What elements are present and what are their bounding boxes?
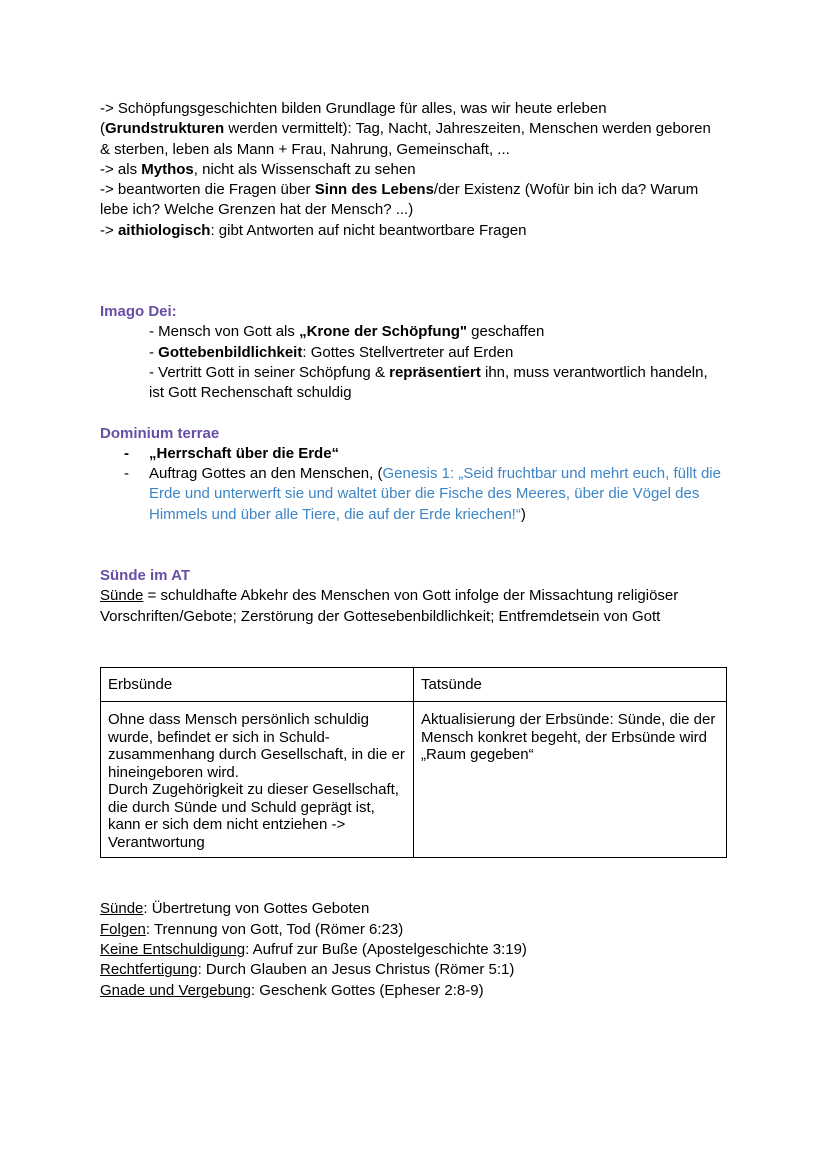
suende-definition [100,607,740,627]
table-header-erbsuende: Erbsünde [101,667,414,702]
imago-bold: repräsentiert [389,363,481,381]
summary-line [100,981,740,1001]
suende-heading: Sünde im AT [100,567,190,585]
dominium-text: ) [520,505,526,523]
intro-line [100,140,740,160]
intro-bold: aithiologisch [117,221,211,239]
suende-text: = schuldhafte Abkehr des Menschen von Gott infolge der Missachtung religiöser [143,587,679,605]
summary-text: : Aufruf zur Buße (Apostelgeschichte 3:19) [245,941,527,959]
dash-bullet: - [124,444,129,462]
intro-line [100,221,740,241]
intro-text: -> beantworten die Fragen über [100,181,315,199]
sin-table-wrapper [100,667,740,859]
dominium-terrae-section [100,424,740,525]
intro-bold: Sinn des Lebens [314,181,434,199]
intro-text: : gibt Antworten auf nicht beantwortbare Fragen [210,221,527,239]
imago-bold: „Krone der Schöpfung" [299,323,468,341]
summary-term: Folgen [100,920,146,938]
intro-text: ( [100,120,105,138]
intro-bold: Grundstrukturen [105,120,225,138]
table-header-tatsuende: Tatsünde [414,667,727,702]
imago-dei-content [100,322,740,403]
summary-text: : Durch Glauben an Jesus Christus (Römer 5:1) [197,961,515,979]
summary-text: : Geschenk Gottes (Epheser 2:8-9) [250,981,484,999]
intro-text: -> als [100,160,142,178]
imago-text: - [149,343,159,361]
imago-line [149,343,740,363]
list-item [100,464,740,525]
intro-text: -> [100,221,118,239]
intro-text: -> Schöpfungsgeschichten bilden Grundlage für alles, was wir heute erleben [100,100,607,117]
suende-text: Vorschriften/Gebote; Zerstörung der Gottesebenbildlichkeit; Entfremdetsein von Gott [100,607,661,625]
erbsuende-text: Ohne dass Mensch persönlich schuldig wurde, befindet er sich in Schuld-zusammenhang durch Gesellschaft, in die er hineingeboren wird. [108,711,405,781]
dominium-list [100,444,740,525]
imago-text: - Mensch von Gott als [149,323,300,341]
imago-line [149,383,740,403]
suende-term: Sünde [100,587,144,605]
document-page [100,99,740,1001]
summary-line [100,940,740,960]
summary-section [100,899,740,1000]
summary-line [100,960,740,980]
intro-text: werden vermittelt): Tag, Nacht, Jahreszeiten, Menschen werden geboren [224,120,711,138]
intro-line [100,99,740,119]
sin-table [100,667,727,859]
summary-text: : Übertretung von Gottes Geboten [143,900,370,918]
dominium-text: Auftrag Gottes an den Menschen, ( [149,465,383,483]
intro-text: /der Existenz (Wofür bin ich da? Warum [433,181,699,199]
intro-text: , nicht als Wissenschaft zu sehen [193,160,416,178]
intro-line [100,200,740,220]
table-cell [101,702,414,858]
tatsuende-text: Aktualisierung der Erbsünde: Sünde, die der Mensch konkret begeht, der Erbsünde wird „Raum gegeben“ [421,711,716,764]
table-row [101,702,727,858]
table-row [101,667,727,702]
summary-term: Keine Entschuldigung [100,941,246,959]
imago-dei-section [100,302,740,403]
intro-bold: Mythos [141,160,194,178]
genesis-quote: Genesis 1: „Seid fruchtbar und mehrt euch, füllt die Erde und unterwerft sie und waltet über die Fische des Meeres, über die Vögel des Himmels und über alle Tiere, die auf der Erde kriechen!“ [149,465,721,523]
summary-line [100,899,740,919]
imago-dei-heading: Imago Dei: [100,303,177,321]
summary-line [100,920,740,940]
dominium-bold: „Herrschaft über die Erde“ [149,444,340,462]
summary-term: Rechtfertigung [100,961,198,979]
intro-text: lebe ich? Welche Grenzen hat der Mensch? ...) [100,201,414,219]
intro-text: & sterben, leben als Mann + Frau, Nahrung, Gemeinschaft, ... [100,140,510,158]
list-item [100,444,740,464]
imago-text: ist Gott Rechenschaft schuldig [149,384,352,402]
intro-line [100,180,740,200]
suende-definition [100,586,740,606]
summary-text: : Trennung von Gott, Tod (Römer 6:23) [145,920,404,938]
imago-bold: Gottebenbildlichkeit [158,343,303,361]
suende-at-section [100,566,740,627]
erbsuende-text: Durch Zugehörigkeit zu dieser Gesellschaft, die durch Sünde und Schuld geprägt ist, kann er sich dem nicht entziehen -> Verantwortung [108,781,399,851]
intro-line [100,160,740,180]
imago-line [149,363,740,383]
dash-bullet: - [124,465,129,483]
imago-text: : Gottes Stellvertreter auf Erden [302,343,514,361]
imago-text: ihn, muss verantwortlich handeln, [480,363,708,381]
imago-line [149,322,740,342]
summary-term: Sünde [100,900,144,918]
intro-line [100,119,740,139]
dominium-heading: Dominium terrae [100,424,220,442]
imago-text: geschaffen [467,323,545,341]
intro-section [100,99,740,241]
summary-term: Gnade und Vergebung [100,981,251,999]
table-cell [414,702,727,858]
imago-text: - Vertritt Gott in seiner Schöpfung & [149,363,390,381]
